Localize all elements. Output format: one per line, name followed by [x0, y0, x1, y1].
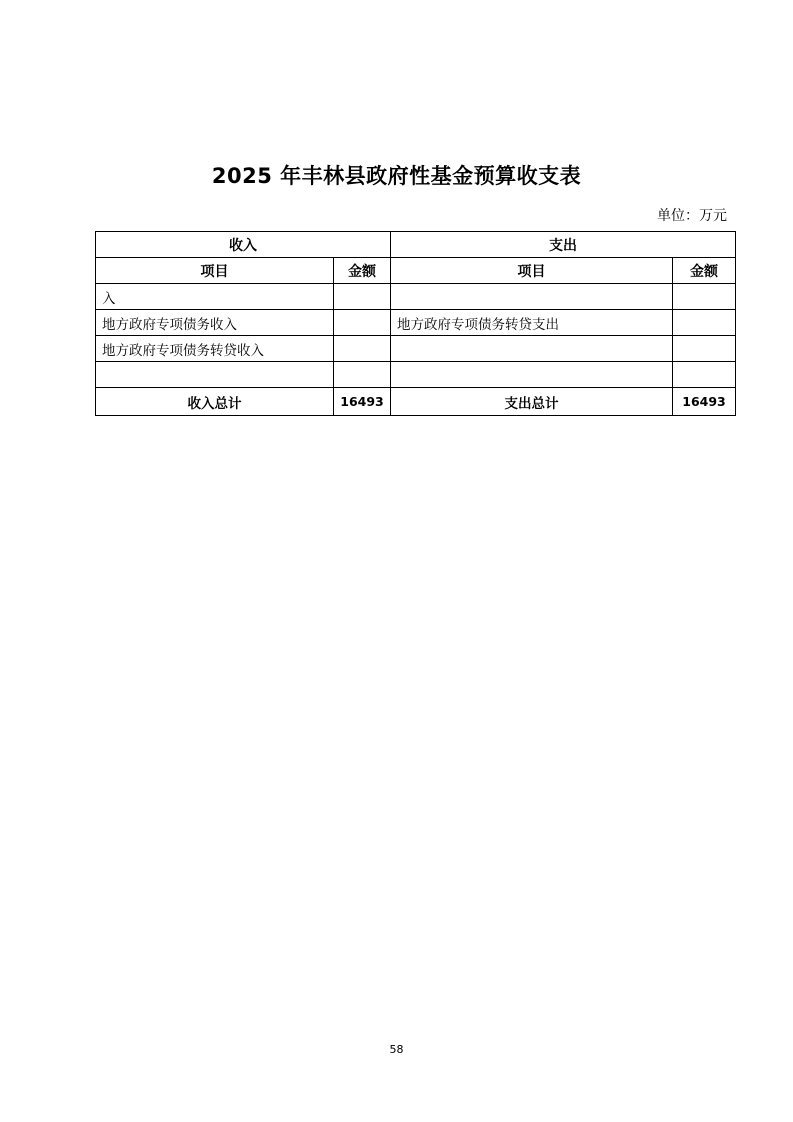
- expense-item-cell: [391, 284, 673, 310]
- income-item-cell: 入: [96, 284, 334, 310]
- expense-total-label: 支出总计: [391, 388, 673, 416]
- expense-item-column-header: 项目: [391, 258, 673, 284]
- table-column-header-row: [96, 258, 736, 284]
- expense-item-cell: [391, 336, 673, 362]
- page-title: 2025 年丰林县政府性基金预算收支表: [211, 164, 582, 188]
- table-row: [96, 310, 736, 336]
- table-row: [96, 362, 736, 388]
- income-item-cell: 地方政府专项债务转贷收入: [96, 336, 334, 362]
- income-amount-cell: [334, 284, 391, 310]
- income-item-column-header: 项目: [96, 258, 334, 284]
- expense-section-header: 支出: [391, 232, 736, 258]
- budget-table: [95, 231, 736, 416]
- expense-amount-cell: [673, 362, 736, 388]
- income-item-cell: 地方政府专项债务收入: [96, 310, 334, 336]
- income-amount-cell: [334, 310, 391, 336]
- expense-amount-column-header: 金额: [673, 258, 736, 284]
- expense-item-cell: [391, 362, 673, 388]
- income-total-label: 收入总计: [96, 388, 334, 416]
- income-amount-column-header: 金额: [334, 258, 391, 284]
- income-item-cell: [96, 362, 334, 388]
- table-row: [96, 284, 736, 310]
- expense-amount-cell: [673, 336, 736, 362]
- income-amount-cell: [334, 336, 391, 362]
- total-row: [96, 388, 736, 416]
- expense-amount-cell: [673, 284, 736, 310]
- page-number: 58: [389, 1043, 404, 1056]
- expense-total-amount: 16493: [673, 388, 736, 416]
- income-section-header: 收入: [96, 232, 391, 258]
- unit-label: 单位：万元: [657, 208, 727, 224]
- table-section-header-row: [96, 232, 736, 258]
- income-amount-cell: [334, 362, 391, 388]
- expense-item-cell: 地方政府专项债务转贷支出: [391, 310, 673, 336]
- expense-amount-cell: [673, 310, 736, 336]
- table-row: [96, 336, 736, 362]
- income-total-amount: 16493: [334, 388, 391, 416]
